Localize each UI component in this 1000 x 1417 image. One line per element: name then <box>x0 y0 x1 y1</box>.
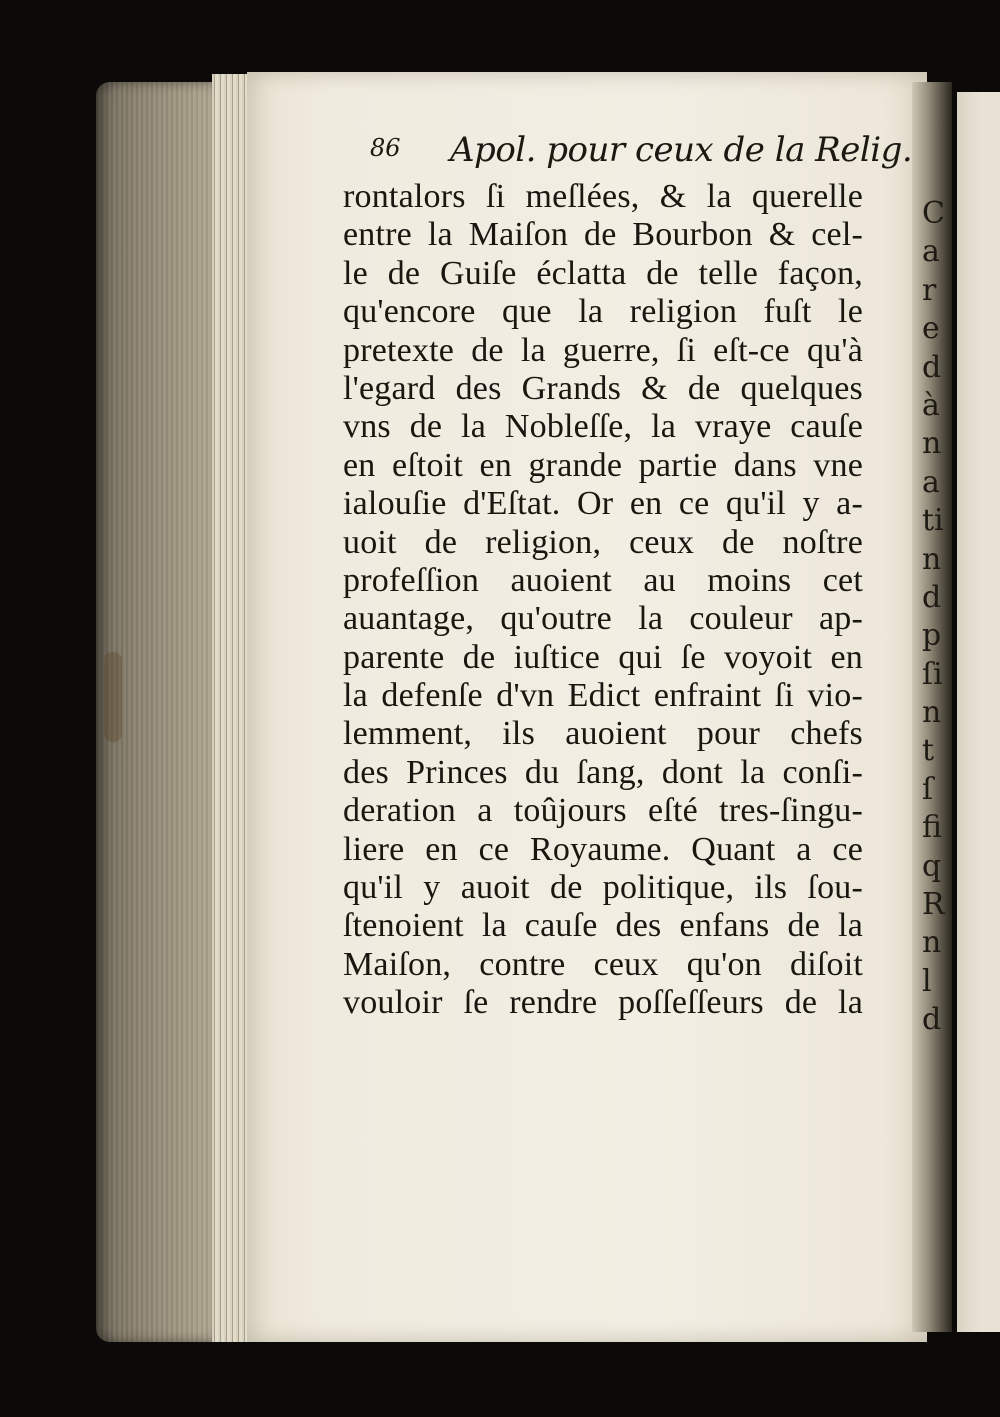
running-title: Apol. pour ceux de la Relig. <box>450 130 913 170</box>
text-line: parente de iuſtice qui ſe voyoit en <box>343 638 863 676</box>
fragment: n <box>922 426 942 462</box>
text-line: ialouſie d'Eſtat. Or en ce qu'il y a- <box>343 485 863 523</box>
fragment: a <box>922 234 940 270</box>
text-line: pretexte de la guerre, ſi eſt-ce qu'à <box>343 331 863 369</box>
text-line: entre la Maiſon de Bourbon & cel- <box>343 216 863 254</box>
text-line: rontalors ſi meſlées, & la querelle <box>343 178 863 215</box>
text-line: le de Guiſe éclatta de telle façon, <box>343 254 863 292</box>
text-line: qu'il y auoit de politique, ils ſou- <box>343 869 863 907</box>
text-line: vns de la Nobleſſe, la vraye cauſe <box>343 408 863 446</box>
fragment: r <box>922 272 937 308</box>
text-line: lemment, ils auoient pour chefs <box>343 715 863 753</box>
fragment: t <box>922 733 935 769</box>
fragment: n <box>922 695 942 731</box>
text-line: uoit de religion, ceux de noſtre <box>343 523 863 561</box>
page-number: 86 <box>370 134 401 162</box>
text-line: qu'encore que la religion fuſt le <box>343 293 863 331</box>
fragment: d <box>922 349 942 385</box>
fragment: n <box>922 925 942 961</box>
text-line: auantage, qu'outre la couleur ap- <box>343 600 863 638</box>
text-line: Maiſon, contre ceux qu'on diſoit <box>343 945 863 983</box>
fragment: d <box>922 1002 942 1038</box>
text-line: la defenſe d'vn Edict enfraint ſi vio- <box>343 677 863 715</box>
fragment: ſi <box>922 656 943 692</box>
text-line: liere en ce Royaume. Quant a ce <box>343 830 863 868</box>
text-line: deration a toûjours eſté tres-ſingu- <box>343 792 863 830</box>
fragment: à <box>922 387 940 423</box>
fragment: a <box>922 464 940 500</box>
fragment: l <box>922 963 932 999</box>
text-line: profeſſion auoient au moins cet <box>343 561 863 599</box>
fragment: R <box>922 887 945 923</box>
text-line: en eſtoit en grande partie dans vne <box>343 446 863 484</box>
fragment: e <box>922 311 940 347</box>
fragment: fi <box>922 810 943 846</box>
fragment: ti <box>922 503 944 539</box>
text-line: des Princes du ſang, dont la conſi- <box>343 753 863 791</box>
fragment: p <box>922 618 942 654</box>
fragment: q <box>922 848 942 884</box>
body-text <box>343 178 863 1023</box>
text-line: ſtenoient la cauſe des enfans de la <box>343 907 863 945</box>
text-line: vouloir ſe rendre poſſeſſeurs de la <box>343 984 863 1022</box>
page-header <box>370 130 913 176</box>
text-line: l'egard des Grands & de quelques <box>343 369 863 407</box>
fragment: n <box>922 541 942 577</box>
fragment: ſ <box>922 771 934 807</box>
fragment: d <box>922 579 942 615</box>
fragment: C <box>922 196 945 231</box>
next-page-fragments <box>922 195 1000 1040</box>
